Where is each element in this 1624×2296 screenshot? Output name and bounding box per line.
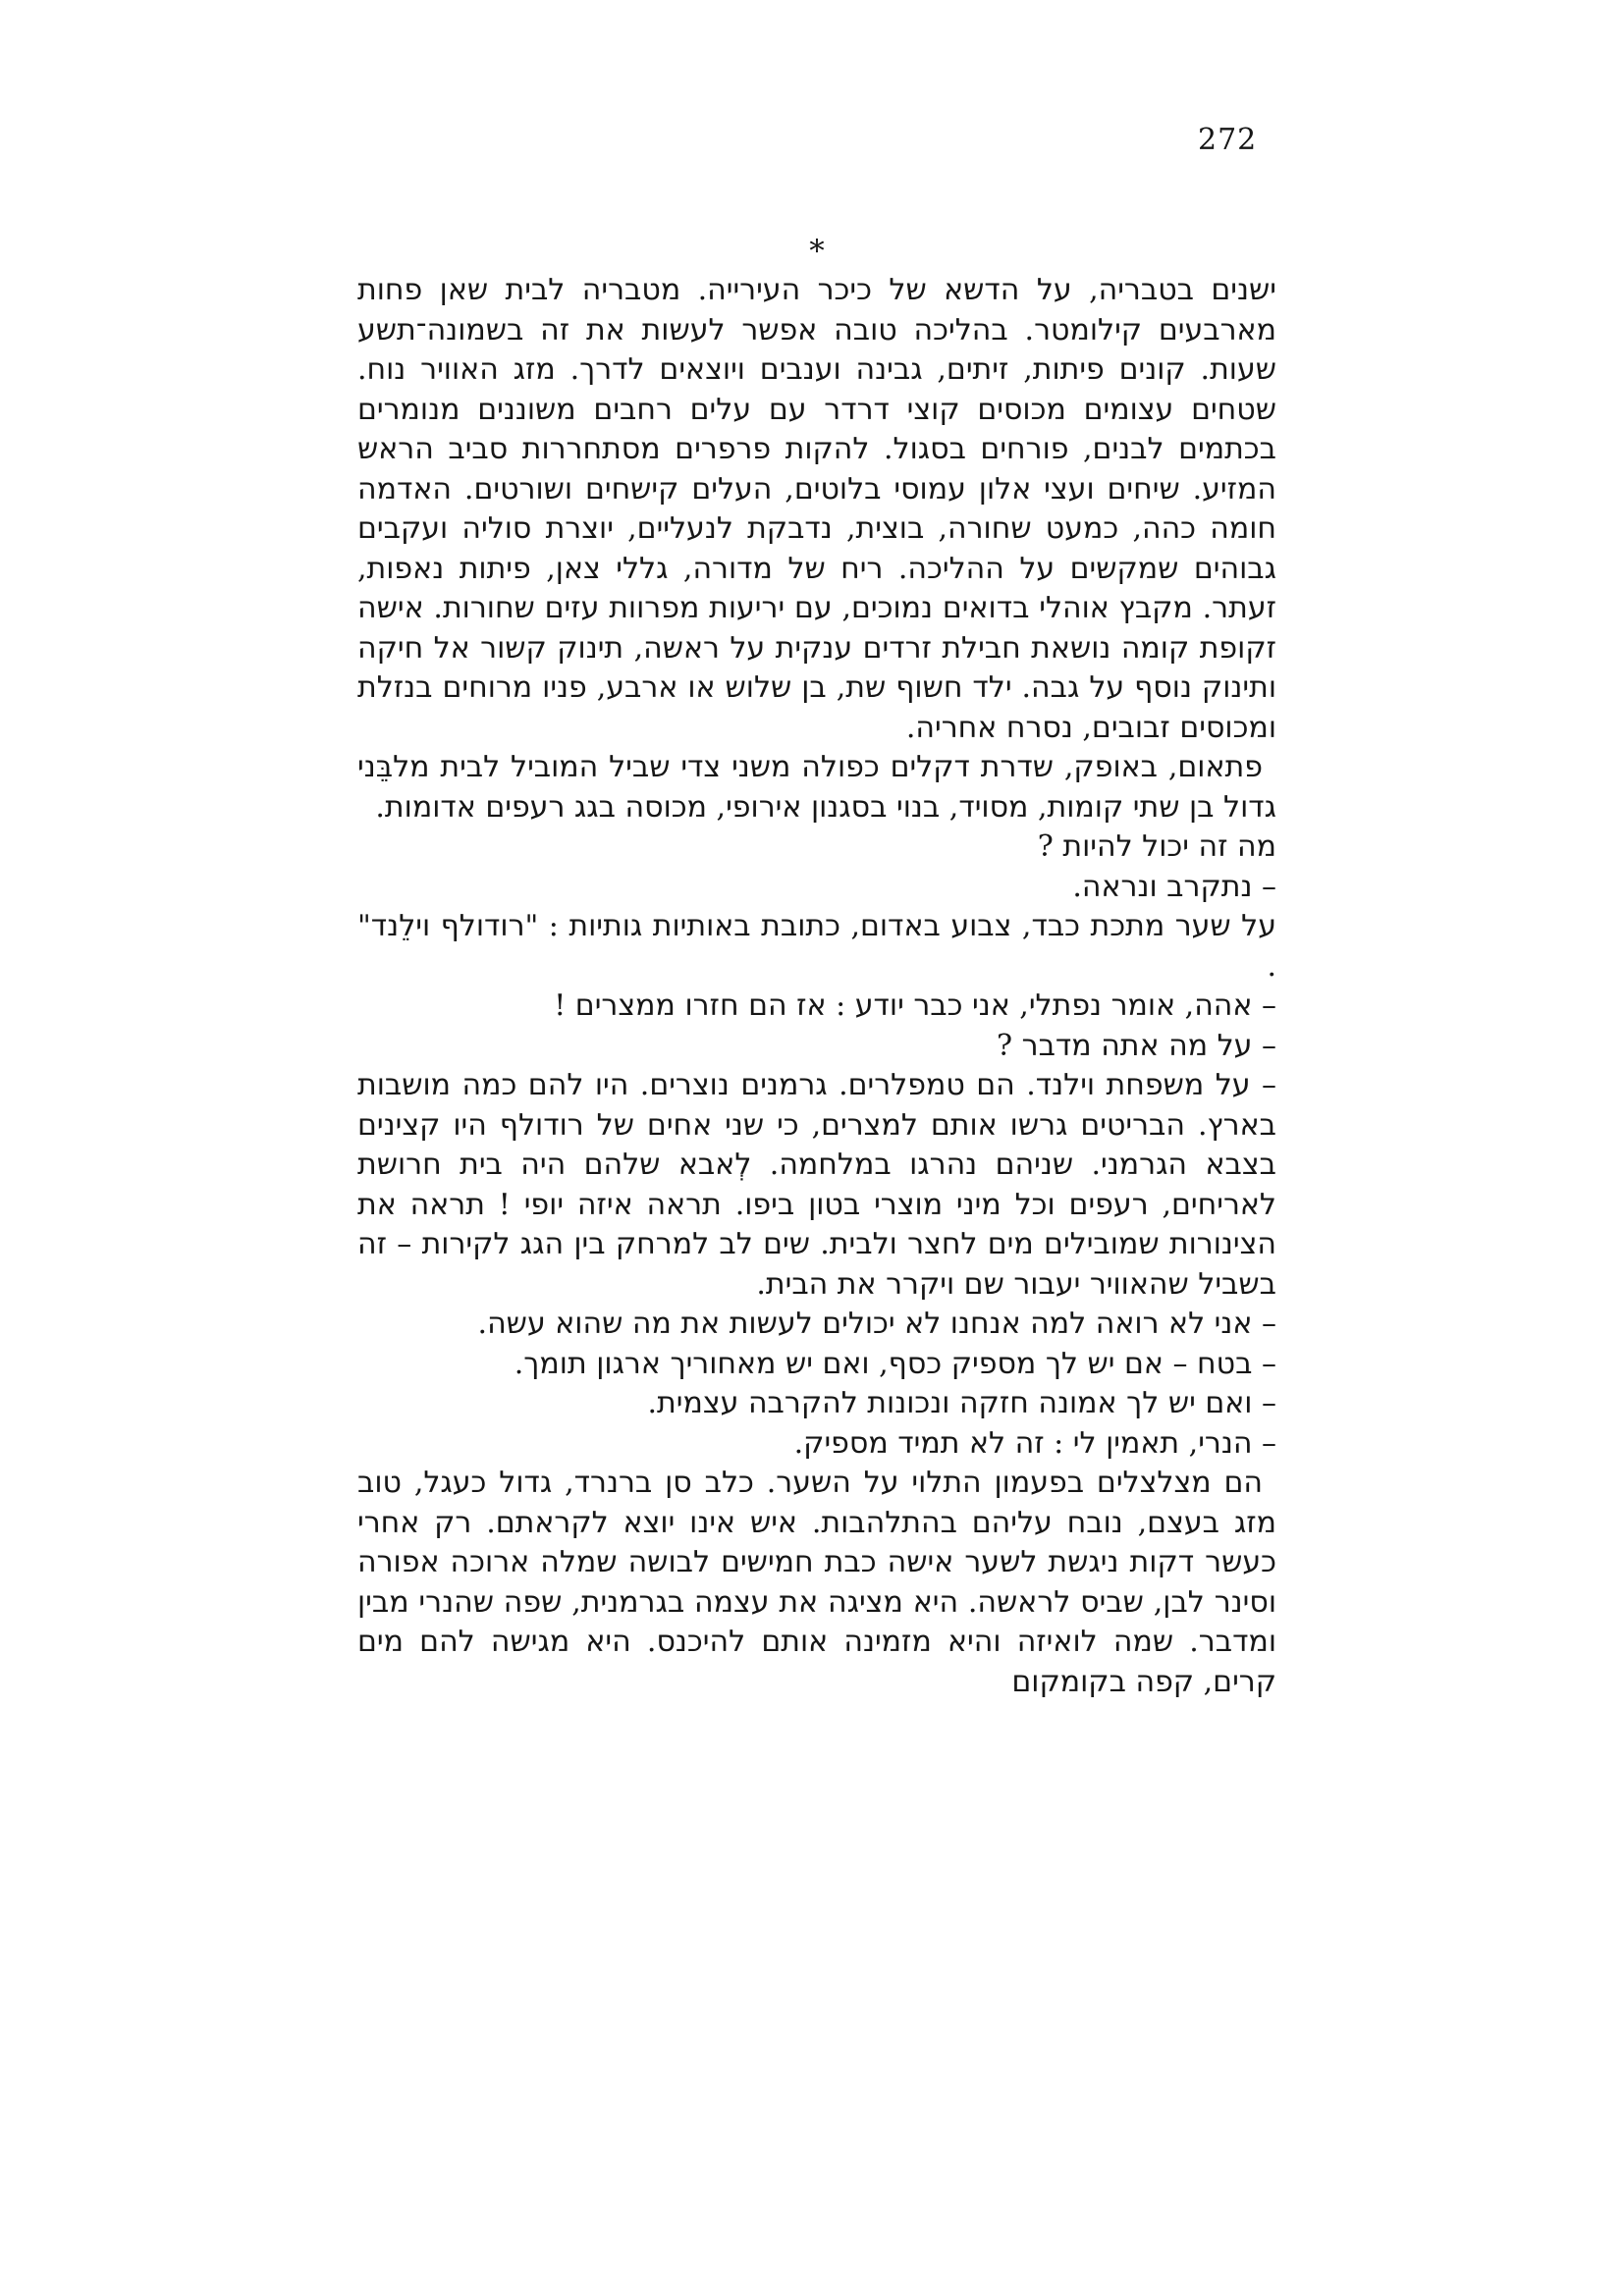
paragraph-dialogue: – הנרי, תאמין לי : זה לא תמיד מספיק. (793, 1425, 1276, 1461)
paragraph-dialogue: – על מה אתה מדבר ? (997, 1028, 1276, 1063)
section-break-asterisk: * (809, 234, 825, 269)
page-number: 272 (1198, 123, 1258, 157)
paragraph-dialogue: – ואם יש לך אמונה חזקה ונכונות להקרבה עצמית. (647, 1386, 1276, 1420)
paragraph-dialogue: – בטח – אם יש לך מספיק כסף, ואם יש מאחוריך ארגון תומך. (514, 1346, 1276, 1381)
paragraph-dialogue: – על משפחת וילנד. הם טמפלרים. גרמנים נוצרים. היו להם כמה מושבות בארץ. הבריטים גרשו אותם למצרים, כי שני אחים של רודולף היו קצינים בצבא הגרמני. שניהם נהרגו במלחמה. לְאבא שלהם היה בית חרושת לאריחים, רעפים וכל מיני מוצרי בטון ביפו. תראה איזה יופי ! תראה את הצינורות שמובילים מים לחצר ולבית. שים לב למרחק בין הגג לקירות – זה בשביל שהאוויר יעבור שם ויקרר את הבית. (357, 1068, 1277, 1302)
paragraph-narrative: הם מצלצלים בפעמון התלוי על השער. כלב סן ברנרד, גדול כעגל, טוב מזג בעצם, נובח עליהם בהתלהבות. איש אינו יוצא לקראתם. רק אחרי כעשר דקות ניגשת לשער אישה כבת חמישים לבושה שמלה ארוכה אפורה וסינר לבן, שביס לראשה. היא מציגה את עצמה בגרמנית, שפה שהנרי מבין ומדבר. שמה לואיזה והיא מזמינה אותם להיכנס. היא מגישה להם מים קרים, קפה בקומקום (357, 1466, 1276, 1699)
paragraph-dialogue: – אני לא רואה למה אנחנו לא יכולים לעשות את מה שהוא עשה. (477, 1307, 1276, 1341)
paragraph-dialogue: – נתקרב ונראה. (1072, 869, 1276, 904)
paragraph-narrative: פתאום, באופק, שדרת דקלים כפולה משני צדי שביל המוביל לבית מלבֵּני גדול בן שתי קומות, מסויד, בנוי בסגנון אירופי, מכוסה בגג רעפים אדומות. (357, 750, 1276, 825)
paragraph-dialogue: – אהה, אומר נפתלי, אני כבר יודע : אז הם חזרו ממצרים ! (554, 988, 1276, 1023)
paragraph-narrative: על שער מתכת כבד, צבוע באדום, כתובת באותיות גותיות : "רודולף וילֵנד" . (357, 909, 1276, 984)
paragraph-narrative: מה זה יכול להיות ? (1037, 829, 1276, 864)
paragraph-narrative: ישנים בטבריה, על הדשא של כיכר העירייה. מטבריה לבית שאן פחות מארבעים קילומטר. בהליכה טובה אפשר לעשות את זה בשמונה־תשע שעות. קונים פיתות, זיתים, גבינה וענבים ויוצאים לדרך. מזג האוויר נוח. שטחים עצומים מכוסים קוצי דרדר עם עלים רחבים משוננים מנומרים בכתמים לבנים, פורחים בסגול. להקות פרפרים מסתחררות סביב הראש המזיע. שיחים ועצי אלון עמוסי בלוטים, העלים קישחים ושורטים. האדמה חומה כהה, כמעט שחורה, בוצית, נדבקת לנעליים, יוצרת סוליה ועקבים גבוהים שמקשים על ההליכה. ריח של מדורה, גללי צאן, פיתות נאפות, זעתר. מקבץ אוהלי בדואים נמוכים, עם יריעות מפרוות עזים שחורות. אישה זקופת קומה נושאת חבילת זרדים ענקית על ראשה, תינוק קשור אל חיקה ותינוק נוסף על גבה. ילד חשוף שת, בן שלוש או ארבע, פניו מרוחים בנזלת ומכוסים זבובים, נסרח אחריה. (357, 273, 1276, 745)
text-block (357, 232, 1276, 1702)
